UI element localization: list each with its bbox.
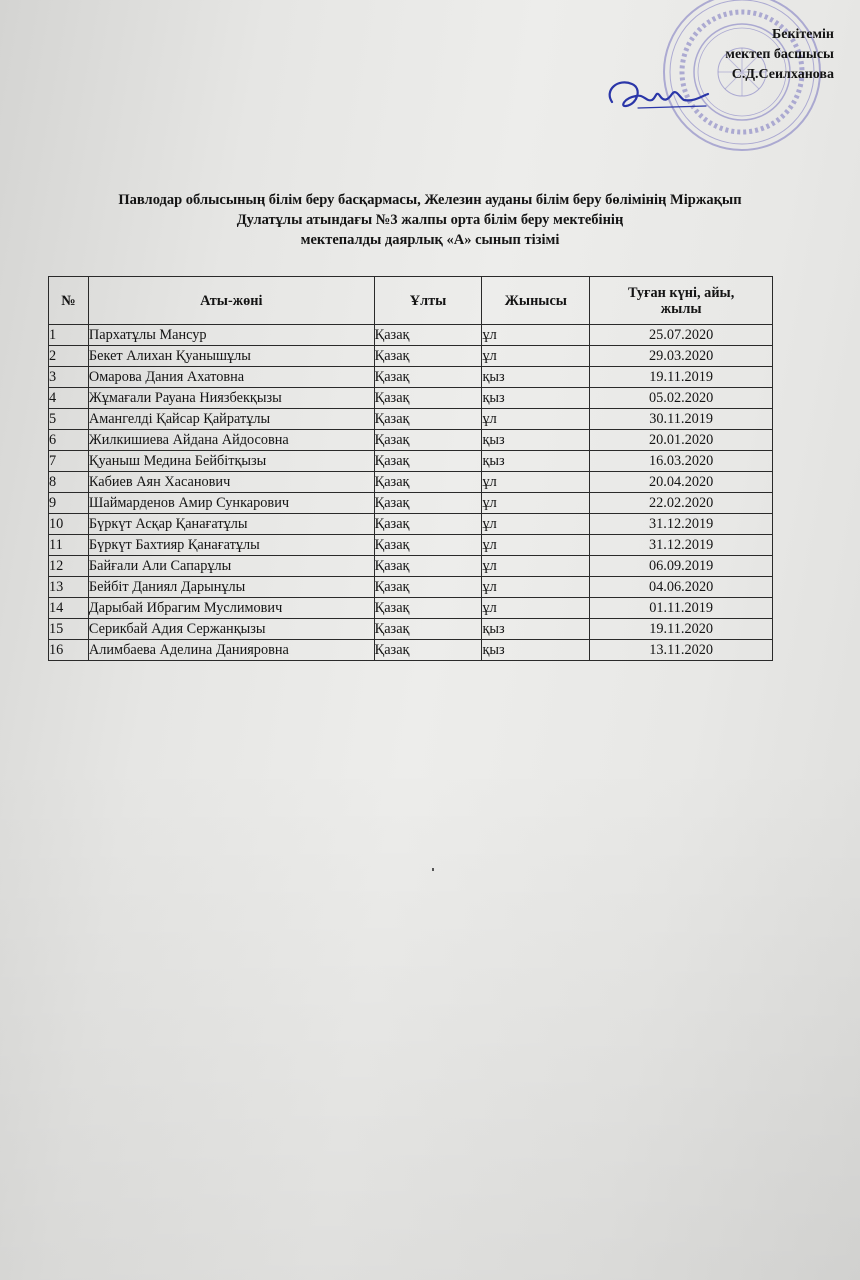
cell-name: Серикбай Адия Сержанқызы [88,619,374,640]
cell-number: 6 [49,430,89,451]
document-title [20,190,840,250]
cell-birth-date: 20.04.2020 [590,472,773,493]
approval-label: Бекітемін [771,27,834,42]
table-header-row [49,277,773,325]
cell-name: Байғали Али Сапарұлы [88,556,374,577]
cell-number: 13 [49,577,89,598]
cell-name: Бейбіт Даниял Дарынұлы [88,577,374,598]
table-row [49,619,773,640]
cell-gender: ұл [482,346,590,367]
cell-birth-date: 06.09.2019 [590,556,773,577]
approval-block [725,25,834,85]
cell-number: 10 [49,514,89,535]
cell-gender: ұл [482,325,590,346]
cell-birth-date: 22.02.2020 [590,493,773,514]
cell-birth-date: 25.07.2020 [590,325,773,346]
cell-gender: ұл [482,556,590,577]
title-line-3: мектепалды даярлық «А» сынып тізімі [300,232,560,248]
table-row [49,556,773,577]
cell-number: 1 [49,325,89,346]
cell-birth-date: 13.11.2020 [590,640,773,661]
paper-speck [432,868,434,871]
cell-number: 3 [49,367,89,388]
cell-gender: қыз [482,388,590,409]
cell-gender: қыз [482,451,590,472]
cell-name: Амангелді Қайсар Қайратұлы [88,409,374,430]
cell-name: Қуаныш Медина Бейбітқызы [88,451,374,472]
cell-gender: ұл [482,493,590,514]
cell-nationality: Қазақ [374,472,482,493]
table-row [49,514,773,535]
cell-gender: ұл [482,514,590,535]
cell-number: 16 [49,640,89,661]
cell-name: Бүркүт Бахтияр Қанағатұлы [88,535,374,556]
table-row [49,451,773,472]
approval-position: мектеп басшысы [725,47,834,62]
table-row [49,493,773,514]
cell-name: Омарова Дания Ахатовна [88,367,374,388]
title-line-1: Павлодар облысының білім беру басқармасы, Железин ауданы білім беру бөлімінің Міржақып [118,192,742,208]
page-shadow [0,760,860,1280]
table-body [49,325,773,661]
signature-icon [598,72,710,114]
cell-birth-date: 19.11.2020 [590,619,773,640]
cell-number: 4 [49,388,89,409]
cell-number: 8 [49,472,89,493]
cell-nationality: Қазақ [374,514,482,535]
cell-name: Бекет Алихан Қуанышұлы [88,346,374,367]
cell-nationality: Қазақ [374,325,482,346]
table-row [49,535,773,556]
table-row [49,346,773,367]
table-row [49,325,773,346]
header-number: № [49,277,89,325]
cell-nationality: Қазақ [374,535,482,556]
cell-birth-date: 01.11.2019 [590,598,773,619]
cell-name: Кабиев Аян Хасанович [88,472,374,493]
cell-nationality: Қазақ [374,388,482,409]
cell-gender: қыз [482,640,590,661]
header-name: Аты-жөні [88,277,374,325]
cell-nationality: Қазақ [374,598,482,619]
cell-name: Пархатұлы Мансур [88,325,374,346]
cell-birth-date: 31.12.2019 [590,514,773,535]
cell-nationality: Қазақ [374,346,482,367]
cell-number: 14 [49,598,89,619]
cell-gender: қыз [482,430,590,451]
cell-number: 2 [49,346,89,367]
table-row [49,640,773,661]
header-nationality: Ұлты [374,277,482,325]
cell-name: Бүркүт Асқар Қанағатұлы [88,514,374,535]
cell-number: 12 [49,556,89,577]
title-line-2: Дулатұлы атындағы №3 жалпы орта білім беру мектебінің [236,212,624,228]
cell-nationality: Қазақ [374,577,482,598]
cell-birth-date: 19.11.2019 [590,367,773,388]
cell-birth-date: 29.03.2020 [590,346,773,367]
header-gender: Жынысы [482,277,590,325]
cell-gender: ұл [482,577,590,598]
cell-name: Дарыбай Ибрагим Муслимович [88,598,374,619]
cell-gender: ұл [482,409,590,430]
cell-nationality: Қазақ [374,367,482,388]
cell-birth-date: 30.11.2019 [590,409,773,430]
table-row [49,430,773,451]
table-row [49,388,773,409]
cell-gender: ұл [482,598,590,619]
table-row [49,472,773,493]
cell-birth-date: 16.03.2020 [590,451,773,472]
cell-gender: қыз [482,619,590,640]
cell-gender: қыз [482,367,590,388]
header-birth-date-line-2: жылы [660,300,702,317]
cell-nationality: Қазақ [374,556,482,577]
cell-number: 5 [49,409,89,430]
cell-nationality: Қазақ [374,640,482,661]
table-row [49,598,773,619]
cell-nationality: Қазақ [374,619,482,640]
cell-birth-date: 20.01.2020 [590,430,773,451]
student-roster-table [48,276,773,661]
header-birth-date [590,277,773,325]
cell-birth-date: 04.06.2020 [590,577,773,598]
table-row [49,367,773,388]
cell-number: 9 [49,493,89,514]
header-birth-date-line-1: Туған күні, айы, [628,284,735,301]
cell-gender: ұл [482,535,590,556]
table-row [49,409,773,430]
cell-number: 7 [49,451,89,472]
cell-name: Жұмағали Рауана Ниязбекқызы [88,388,374,409]
cell-nationality: Қазақ [374,451,482,472]
cell-nationality: Қазақ [374,430,482,451]
cell-name: Жилкишиева Айдана Айдосовна [88,430,374,451]
table-row [49,577,773,598]
cell-birth-date: 31.12.2019 [590,535,773,556]
cell-name: Алимбаева Аделина Данияровна [88,640,374,661]
cell-name: Шаймарденов Амир Сункарович [88,493,374,514]
cell-gender: ұл [482,472,590,493]
approval-signatory: С.Д.Сеилханова [731,67,834,82]
cell-number: 11 [49,535,89,556]
cell-nationality: Қазақ [374,493,482,514]
cell-birth-date: 05.02.2020 [590,388,773,409]
cell-nationality: Қазақ [374,409,482,430]
cell-number: 15 [49,619,89,640]
